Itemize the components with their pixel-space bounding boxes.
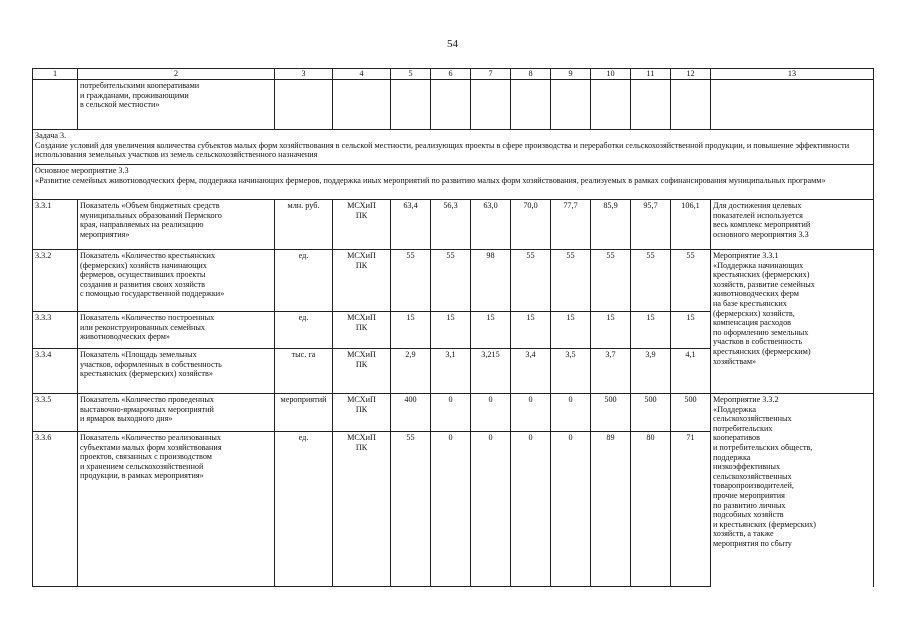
- table-row: [33, 250, 874, 312]
- task-title: Задача 3.: [35, 131, 67, 140]
- indicator-name: Показатель «Количество построенных или реконструированных семейных животноводческих ферм»: [78, 312, 275, 349]
- value-cell: 15: [511, 312, 551, 349]
- value-cell: 3,215: [471, 349, 511, 394]
- table-row: [33, 200, 874, 250]
- value-cell: 400: [391, 394, 431, 432]
- unit-cell: ед.: [275, 250, 333, 312]
- value-cell: 0: [511, 394, 551, 432]
- value-cell: 0: [471, 394, 511, 432]
- executor-cell: МСХиП ПК: [333, 432, 391, 587]
- value-cell: 15: [471, 312, 511, 349]
- value-cell: 77,7: [551, 200, 591, 250]
- indicator-name: Показатель «Объем бюджетных средств муниципальных образований Пермского края, направляемых на реализацию мероприятия»: [78, 200, 275, 250]
- value-cell: 15: [391, 312, 431, 349]
- indicators-table: [32, 68, 874, 587]
- row-number: 3.3.5: [33, 394, 78, 432]
- col-header: 10: [591, 69, 631, 80]
- col-header: 13: [711, 69, 874, 80]
- value-cell: 63,4: [391, 200, 431, 250]
- col-header: 9: [551, 69, 591, 80]
- indicator-name: Показатель «Количество крестьянских (фермерских) хозяйств начинающих фермеров, осуществивших проекты создания и развития своих хозяйств с помощью государственной поддержки»: [78, 250, 275, 312]
- value-cell: 55: [551, 250, 591, 312]
- note-cell: Мероприятие 3.3.2 «Поддержка сельскохозяйственных потребительских кооперативов и потребительских обществ, поддержка низкоэффективных сельскохозяйственных товаропроизводителей, прочие мероприятия по развитию личных подсобных хозяйств и крестьянских (фермерских) хозяйств, а также мероприятия по сбыту: [711, 394, 874, 587]
- unit-cell: ед.: [275, 432, 333, 587]
- col-header: 1: [33, 69, 78, 80]
- col-header: 3: [275, 69, 333, 80]
- value-cell: 80: [631, 432, 671, 587]
- value-cell: 3,4: [511, 349, 551, 394]
- task-row: [33, 130, 874, 165]
- value-cell: 0: [511, 432, 551, 587]
- header-row: [33, 69, 874, 80]
- page-number: 54: [447, 38, 458, 50]
- executor-cell: МСХиП ПК: [333, 200, 391, 250]
- col-header: 6: [431, 69, 471, 80]
- measure-text: «Развитие семейных животноводческих ферм, поддержка начинающих фермеров, поддержка иных мероприятий по развитию малых форм хозяйствования, реализуемых в рамках софинансирования муниципальных программ»: [35, 175, 826, 185]
- unit-cell: тыс. га: [275, 349, 333, 394]
- value-cell: 3,5: [551, 349, 591, 394]
- value-cell: 0: [551, 432, 591, 587]
- value-cell: 0: [551, 394, 591, 432]
- measure-row: [33, 165, 874, 200]
- value-cell: 85,9: [591, 200, 631, 250]
- value-cell: 3,9: [631, 349, 671, 394]
- value-cell: 500: [591, 394, 631, 432]
- value-cell: 55: [511, 250, 551, 312]
- row-number: 3.3.4: [33, 349, 78, 394]
- value-cell: 71: [671, 432, 711, 587]
- value-cell: 55: [431, 250, 471, 312]
- value-cell: 15: [631, 312, 671, 349]
- row-number: 3.3.3: [33, 312, 78, 349]
- indicator-name: Показатель «Количество проведенных выставочно-ярмарочных мероприятий и ярмарок выходного дня»: [78, 394, 275, 432]
- task-text: Создание условий для увеличения количества субъектов малых форм хозяйствования в сельской местности, реализующих проекты в сфере производства и переработки сельскохозяйственной продукции, и повышение эффективности использования земельных участков из земель сельскохозяйственного назначения: [35, 140, 850, 160]
- col-header: 2: [78, 69, 275, 80]
- col-header: 4: [333, 69, 391, 80]
- value-cell: 15: [591, 312, 631, 349]
- value-cell: 55: [591, 250, 631, 312]
- note-cell: Для достижения целевых показателей используется весь комплекс мероприятий основного мероприятия 3.3: [711, 200, 874, 250]
- continuation-row: [33, 80, 874, 130]
- value-cell: 0: [471, 432, 511, 587]
- row-number: 3.3.2: [33, 250, 78, 312]
- value-cell: 56,3: [431, 200, 471, 250]
- value-cell: 0: [431, 394, 471, 432]
- measure-title: Основное мероприятие 3.3: [35, 166, 129, 175]
- cont-text: потребительскими кооперативами и гражданами, проживающими в сельской местности»: [78, 80, 275, 130]
- value-cell: 55: [631, 250, 671, 312]
- unit-cell: млн. руб.: [275, 200, 333, 250]
- value-cell: 63,0: [471, 200, 511, 250]
- value-cell: 500: [631, 394, 671, 432]
- executor-cell: МСХиП ПК: [333, 312, 391, 349]
- value-cell: 0: [431, 432, 471, 587]
- executor-cell: МСХиП ПК: [333, 349, 391, 394]
- executor-cell: МСХиП ПК: [333, 250, 391, 312]
- col-header: 12: [671, 69, 711, 80]
- table-row: [33, 394, 874, 432]
- value-cell: 3,1: [431, 349, 471, 394]
- indicator-name: Показатель «Количество реализованных субъектами малых форм хозяйствования проектов, связанных с производством и хранением сельскохозяйственной продукции, в рамках мероприятия»: [78, 432, 275, 587]
- value-cell: 2,9: [391, 349, 431, 394]
- note-cell: Мероприятие 3.3.1 «Поддержка начинающих крестьянских (фермерских) хозяйств, развитие семейных животноводческих ферм на базе крестьянских (фермерских) хозяйств, компенсация расходов по оформлению земельных участков в собственность крестьянских (фермерским) хозяйствам»: [711, 250, 874, 394]
- row-number: 3.3.6: [33, 432, 78, 587]
- value-cell: 55: [391, 250, 431, 312]
- col-header: 11: [631, 69, 671, 80]
- value-cell: 89: [591, 432, 631, 587]
- value-cell: 55: [391, 432, 431, 587]
- row-number: 3.3.1: [33, 200, 78, 250]
- col-header: 7: [471, 69, 511, 80]
- value-cell: 55: [671, 250, 711, 312]
- value-cell: 70,0: [511, 200, 551, 250]
- value-cell: 500: [671, 394, 711, 432]
- value-cell: 98: [471, 250, 511, 312]
- executor-cell: МСХиП ПК: [333, 394, 391, 432]
- value-cell: 15: [671, 312, 711, 349]
- value-cell: 95,7: [631, 200, 671, 250]
- col-header: 8: [511, 69, 551, 80]
- unit-cell: ед.: [275, 312, 333, 349]
- value-cell: 15: [551, 312, 591, 349]
- value-cell: 15: [431, 312, 471, 349]
- value-cell: 106,1: [671, 200, 711, 250]
- value-cell: 3,7: [591, 349, 631, 394]
- unit-cell: мероприятий: [275, 394, 333, 432]
- indicator-name: Показатель «Площадь земельных участков, оформленных в собственность крестьянских (фермерских) хозяйств»: [78, 349, 275, 394]
- col-header: 5: [391, 69, 431, 80]
- value-cell: 4,1: [671, 349, 711, 394]
